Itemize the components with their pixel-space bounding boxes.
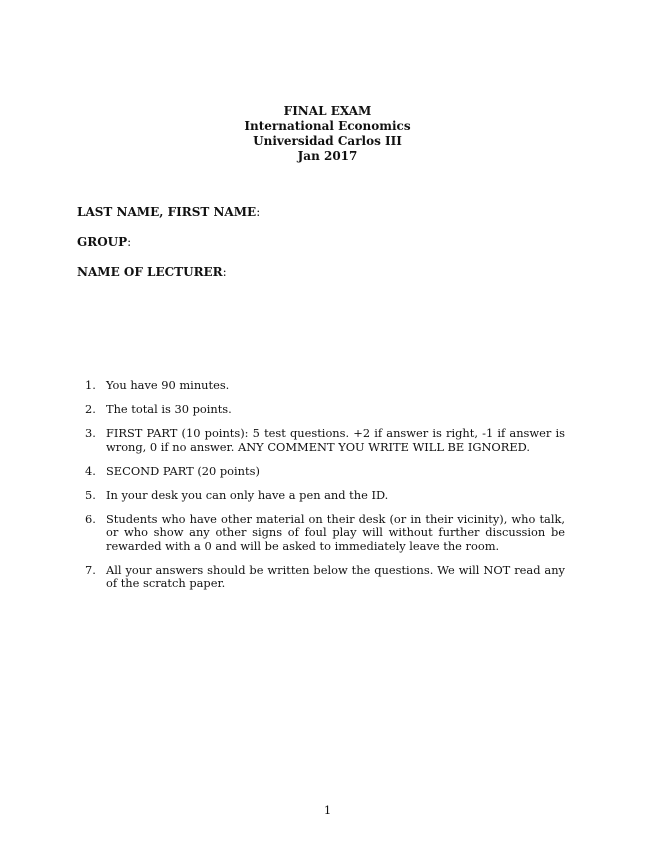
instruction-number: 1. <box>85 378 96 392</box>
name-field-label: LAST NAME, FIRST NAME <box>77 205 257 219</box>
instruction-text: You have 90 minutes. <box>106 378 230 392</box>
instruction-text: Students who have other material on their desk (or in their vicinity), who talk, or who show any other signs of foul play will without further discussion be rewarded with a 0 and will be asked to immediately leave the room. <box>106 511 565 553</box>
instruction-number: 3. <box>85 426 96 440</box>
instruction-text: FIRST PART (10 points): 5 test questions. +2 if answer is right, -1 if answer is wrong, 0 if no answer. ANY COMMENT YOU WRITE WILL BE IGNORED. <box>106 426 565 454</box>
exam-date: Jan 2017 <box>297 149 358 163</box>
instruction-item <box>85 489 565 503</box>
course-name: International Economics <box>244 119 411 133</box>
group-field <box>77 235 260 265</box>
exam-title: FINAL EXAM <box>283 104 372 118</box>
exam-header <box>0 104 655 164</box>
instruction-item <box>85 379 565 393</box>
group-field-label: GROUP <box>77 235 128 249</box>
instruction-text: The total is 30 points. <box>106 402 232 416</box>
instruction-item <box>85 513 565 554</box>
instruction-text: In your desk you can only have a pen and the ID. <box>106 487 389 502</box>
instruction-number: 5. <box>85 487 96 502</box>
name-field <box>77 205 260 235</box>
name-field-colon: : <box>256 205 261 219</box>
lecturer-field <box>77 265 260 295</box>
instruction-item <box>85 427 565 454</box>
instruction-number: 2. <box>85 402 96 416</box>
student-info-fields <box>77 205 260 295</box>
page-number: 1 <box>323 803 332 817</box>
instruction-text: All your answers should be written below the questions. We will NOT read any of the scratch paper. <box>106 562 565 590</box>
lecturer-field-colon: : <box>222 265 227 279</box>
instruction-item <box>85 564 565 591</box>
instruction-item <box>85 465 565 479</box>
group-field-colon: : <box>127 235 132 249</box>
lecturer-field-label: NAME OF LECTURER <box>77 265 223 279</box>
instruction-number: 4. <box>85 463 96 478</box>
instruction-number: 6. <box>85 511 96 526</box>
instruction-number: 7. <box>85 562 96 577</box>
instruction-text: SECOND PART (20 points) <box>106 463 260 478</box>
instructions-list <box>85 379 565 601</box>
university-name: Universidad Carlos III <box>253 134 402 148</box>
instruction-item <box>85 403 565 417</box>
